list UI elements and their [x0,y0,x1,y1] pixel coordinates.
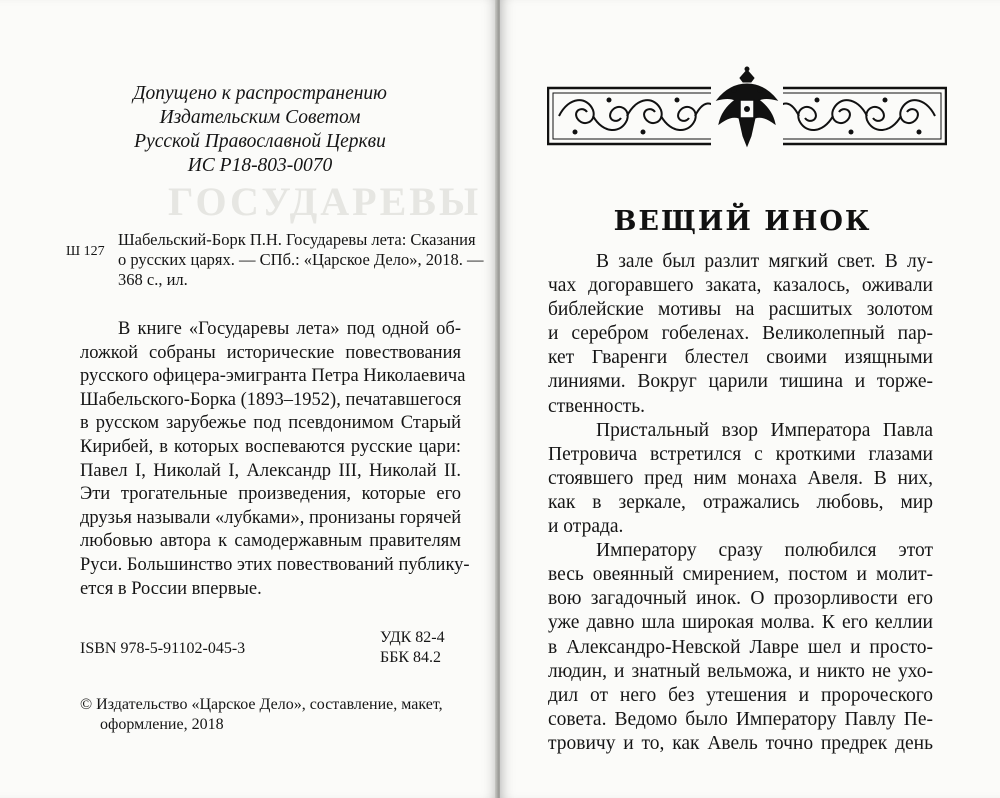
chapter-title: ВЕЩИЙ ИНОК [613,206,872,237]
bbk-code: ББК 84.2 [380,649,442,666]
body-line: стоявшего пред ним монаха Авеля. В них, [548,467,933,489]
annotation [80,318,470,601]
annotation-line: Кирибей, в которых воспеваются русские цари: [80,436,461,457]
annotation-line: Шабельского-Борка (1893–1952), печатавшегося [80,389,462,410]
annotation-line: Эти трогательные произведения, которые его [80,484,461,505]
body-line: кет Гваренги блестел своими изящными [548,347,933,369]
annotation-line: русского офицера-эмигранта Петра Николаевича [80,366,466,387]
body-line: тровичу и то, как Авель точно предрек день [548,732,933,754]
annotation-line: в русском зарубежье под псевдонимом Старый [80,413,461,434]
classification-codes [380,628,445,668]
body-line: и серебром гобеленах. Великолепный пар- [548,323,933,345]
annotation-line: В книге «Государевы лета» под одной об- [118,319,461,339]
annotation-line: Павел I, Николай I, Александр III, Николай II. [80,460,461,481]
body-line: линиями. Вокруг царили тишина и торже- [548,371,933,393]
body-line: уже давно шла широкая молва. К его келлии [548,612,933,634]
body-line: вою загадочный инок. О прозорливости его [548,588,933,610]
eagle-ornament-icon [547,66,947,152]
catalog-line: 368 с., ил. [118,270,188,289]
approval-notice [110,82,410,178]
right-page [500,0,1000,798]
body-line: Петровича встретился с кроткими глазами [548,443,933,465]
left-page [0,0,497,798]
approval-line: Издательским Советом [159,107,361,128]
body-line: людин, и знатный вельможа, и никто не ухо- [548,660,933,682]
approval-line: Допущено к распространению [133,83,387,104]
body-line: как в зеркале, отражались любовь, мир [548,491,933,513]
body-line: дил от него без утешения и пророческого [548,684,933,706]
catalog-entry [118,230,484,290]
body-line: и отрада. [548,516,624,538]
body-line: ственность. [548,395,645,417]
annotation-line: Руси. Большинство этих повествований публику- [80,554,470,575]
show-through-title: ГОСУДАРЕВЫ [168,179,482,224]
chapter-body [548,250,933,756]
body-line: в Александро-Невской Лавре шел и просто- [548,636,933,658]
copyright [80,695,461,735]
annotation-line: друзья называли «лубками», пронизаны горячей [80,507,462,528]
udk-code: УДК 82-4 [380,629,445,646]
annotation-line: ложкой собраны исторические повествования [80,342,461,363]
catalog-line: о русских царях. — СПб.: «Царское Дело», 2018. — [118,250,484,269]
catalog-code: Ш 127 [66,244,105,259]
copyright-line: © Издательство «Царское Дело», составление, макет, [80,696,443,713]
body-line: Пристальный взор Императора Павла [596,419,933,441]
catalog-line: Шабельский-Борк П.Н. Государевы лета: Сказания [118,230,476,249]
copyright-line: оформление, 2018 [100,716,224,733]
body-line: весь овеянный смирением, постом и молит- [548,564,933,586]
body-line: библейские мотивы на расшитых золотом [548,299,933,321]
body-line: В зале был разлит мягкий свет. В лу- [596,251,933,272]
annotation-line: любовью автора к самодержавным правителям [80,531,461,552]
body-line: Императору сразу полюбился этот [596,540,933,562]
ornament-graphic [547,66,947,152]
approval-line: ИС Р18-803-0070 [187,155,333,176]
isbn: ISBN 978-5-91102-045-3 [80,640,246,657]
body-line: совета. Ведомо было Императору Павлу Пе- [548,708,933,730]
annotation-line: ется в России впервые. [80,578,262,599]
body-line: чах догоравшего заката, казалось, оживали [548,275,933,297]
approval-line: Русской Православной Церкви [134,131,386,152]
